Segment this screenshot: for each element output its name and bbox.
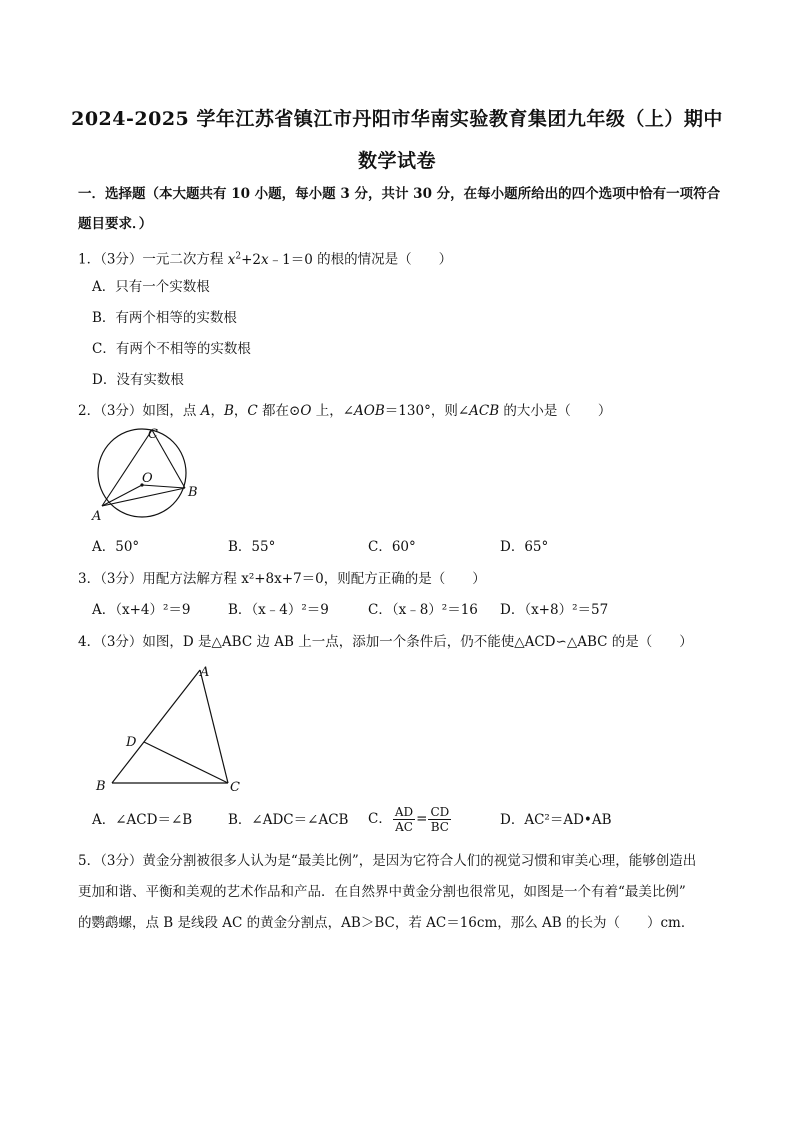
- equals-sign: =: [416, 811, 428, 827]
- label-o: O: [142, 471, 153, 486]
- exam-title-line2: 数学试卷: [357, 150, 436, 172]
- segment-ab: [112, 670, 200, 783]
- question-2-stem-pre: 2．（3分）如图，点: [78, 403, 201, 419]
- question-2-option-a[interactable]: A．50°: [92, 539, 140, 555]
- question-5-stem-line3: 的鹦鹉螺，点 B 是线段 AC 的黄金分割点，AB＞BC，若 AC＝16cm，那么 AB 的长为（ ）cm．: [78, 915, 695, 931]
- question-2-figure-circle: [88, 424, 208, 524]
- question-3-option-d[interactable]: D．（x+8）²＝57: [500, 602, 609, 618]
- question-1-option-a[interactable]: A．只有一个实数根: [92, 279, 210, 295]
- label-c: C: [230, 780, 240, 795]
- question-4-stem: 4．（3分）如图，D 是△ABC 边 AB 上一点，添加一个条件后，仍不能使△ACD∽△ABC 的是（ ）: [78, 634, 693, 650]
- question-2-option-d[interactable]: D．65°: [500, 539, 549, 555]
- section-heading-line1: 一．选择题（本大题共有 10 小题，每小题 3 分，共计 30 分，在每小题所给出的四个选项中恰有一项符合: [78, 186, 721, 202]
- question-2-option-b[interactable]: B．55°: [228, 539, 276, 555]
- question-1-stem: [78, 246, 452, 270]
- question-1-stem-pre: 1．（3分）一元二次方程: [78, 251, 228, 268]
- question-1-stem-post: 的根的情况是（ ）: [312, 251, 453, 268]
- fraction-numerator: AD: [394, 805, 414, 819]
- question-4-option-c[interactable]: [368, 805, 452, 834]
- label-c: C: [148, 427, 158, 442]
- label-d: D: [126, 735, 137, 750]
- fraction-ad-ac: [393, 805, 415, 834]
- question-5-stem-line1: 5．（3分）黄金分割被很多人认为是“最美比例”，是因为它符合人们的视觉习惯和审美心理，能够创造出: [78, 853, 697, 869]
- question-2-stem-post: 的大小是（ ）: [499, 403, 612, 419]
- question-1-option-d[interactable]: D．没有实数根: [92, 372, 184, 388]
- question-2-option-c[interactable]: C．60°: [368, 539, 416, 555]
- question-2-stem-mid: A，B，C 都在⊙O 上，∠AOB＝130°，则∠ACB: [200, 403, 500, 419]
- question-4-option-b[interactable]: B．∠ADC＝∠ACB: [228, 812, 349, 828]
- question-4-option-a[interactable]: A．∠ACD＝∠B: [92, 812, 193, 828]
- fraction-denominator: BC: [430, 820, 449, 834]
- fraction-denominator: AC: [395, 820, 413, 834]
- segment-ac: [200, 670, 228, 783]
- segment-oa: [102, 485, 142, 506]
- question-1-option-b[interactable]: B．有两个相等的实数根: [92, 310, 237, 326]
- question-1-equation: $x^2+2x﹣1=0$: [227, 251, 313, 268]
- question-4-option-d[interactable]: D．AC²＝AD•AB: [500, 812, 612, 828]
- question-3-option-c[interactable]: C．（x﹣8）²＝16: [368, 602, 478, 618]
- question-5-stem-line2: 更加和谐、平衡和美观的艺术作品和产品．在自然界中黄金分割也很常见，如图是一个有着“最美比例”: [78, 884, 686, 900]
- question-3-option-b[interactable]: B．（x﹣4）²＝9: [228, 602, 329, 618]
- question-3-stem: 3．（3分）用配方法解方程 x²+8x+7＝0，则配方正确的是（ ）: [78, 571, 486, 587]
- label-a: A: [92, 509, 102, 524]
- fraction-numerator: CD: [430, 805, 450, 819]
- segment-ab: [102, 488, 185, 506]
- exam-title-line1: 2024-2025 学年江苏省镇江市丹阳市华南实验教育集团九年级（上）期中: [71, 108, 723, 130]
- question-3-option-a[interactable]: A．（x+4）²＝9: [92, 602, 191, 618]
- segment-ac: [102, 430, 152, 506]
- label-a: A: [200, 665, 210, 680]
- question-4-figure-triangle: [92, 662, 252, 800]
- fraction-cd-bc: [428, 805, 451, 834]
- label-b: B: [96, 779, 106, 794]
- question-2-stem: [78, 401, 611, 421]
- label-b: B: [188, 485, 198, 500]
- section-heading-line2: 题目要求．）: [78, 216, 153, 232]
- segment-dc: [144, 742, 228, 783]
- question-1-option-c[interactable]: C．有两个不相等的实数根: [92, 341, 251, 357]
- question-4-option-c-prefix: C．: [368, 811, 392, 827]
